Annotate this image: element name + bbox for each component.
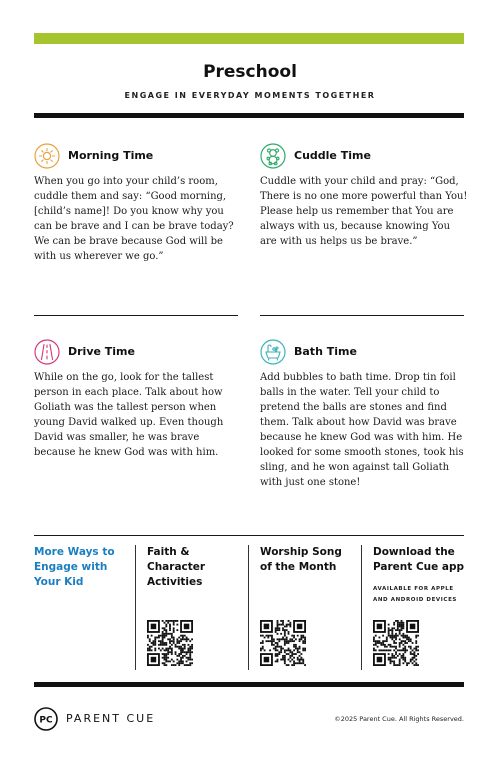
- top-accent-bar: [34, 33, 464, 44]
- column-divider: [361, 545, 362, 670]
- header-divider: [34, 113, 464, 118]
- column-label-line: Worship Song: [260, 546, 342, 558]
- more-ways-heading-line: Your Kid: [34, 576, 84, 588]
- teddy-bear-icon: [260, 143, 286, 169]
- card-body-morning: When you go into your child’s room, cuddle them and say: “Good morning, [child’s name]! Do you know why you can be brave and I can be brave today? We can be brave because God will be with us wherever we go.”: [34, 176, 234, 262]
- page-subtitle: ENGAGE IN EVERYDAY MOMENTS TOGETHER: [124, 91, 376, 100]
- more-ways-heading-line: Engage with: [34, 561, 108, 573]
- note-line: AND ANDROID DEVICES: [373, 597, 457, 603]
- card-morning-time: [34, 143, 60, 174]
- column-faith-activities: [147, 545, 247, 590]
- card-body-cuddle: Cuddle with your child and pray: “God, There is no one more powerful than You! Please help us remember that You are always with us, because knowing You are with us helps us be brave.”: [260, 176, 468, 247]
- brand-name: PARENT CUE: [66, 712, 156, 725]
- column-label-line: Download the: [373, 546, 455, 558]
- column-download-app: [373, 545, 473, 575]
- qr-code-faith-activities[interactable]: [147, 620, 193, 666]
- card-title-drive: Drive Time: [68, 345, 135, 358]
- card-cuddle-time: [260, 143, 286, 174]
- sun-icon: [34, 143, 60, 169]
- app-availability-note: [373, 584, 473, 606]
- road-icon: [34, 339, 60, 365]
- column-label-line: Faith &: [147, 546, 190, 558]
- qr-code-worship-song[interactable]: [260, 620, 306, 666]
- qr-code-parent-cue-app[interactable]: [373, 620, 419, 666]
- copyright-text: ©2025 Parent Cue. All Rights Reserved.: [334, 715, 464, 723]
- card-body-bath: Add bubbles to bath time. Drop tin foil balls in the water. Tell your child to pretend the balls are stones and find them. Talk about how David was brave because he knew God was with him. He looked for some smooth stones, took his sling, and he won against tall Goliath with just one stone!: [260, 372, 464, 488]
- card-title-bath: Bath Time: [294, 345, 357, 358]
- more-ways-heading: [34, 545, 134, 590]
- card-bath-time: [260, 339, 286, 370]
- parent-cue-logo-icon: [34, 707, 58, 731]
- divider-left: [34, 315, 238, 316]
- bathtub-icon: [260, 339, 286, 365]
- column-divider: [248, 545, 249, 670]
- card-body-drive: While on the go, look for the tallest person in each place. Talk about how Goliath was the tallest person when young David walked up. Even though David was smaller, he was brave because he knew God was with him.: [34, 372, 224, 458]
- column-label-line: Activities: [147, 576, 203, 588]
- card-title-cuddle: Cuddle Time: [294, 149, 371, 162]
- svg-text:PC: PC: [39, 715, 53, 726]
- more-ways-top-rule: [34, 535, 464, 536]
- card-drive-time: [34, 339, 60, 370]
- card-title-morning: Morning Time: [68, 149, 154, 162]
- column-label-line: Character: [147, 561, 206, 573]
- note-line: AVAILABLE FOR APPLE: [373, 586, 454, 592]
- page-title: Preschool: [203, 62, 297, 82]
- more-ways-heading-line: More Ways to: [34, 546, 115, 558]
- column-label-line: Parent Cue app: [373, 561, 465, 573]
- column-label-line: of the Month: [260, 561, 337, 573]
- column-worship-song: [260, 545, 360, 575]
- footer-divider: [34, 682, 464, 687]
- column-divider: [135, 545, 136, 670]
- divider-right: [260, 315, 464, 316]
